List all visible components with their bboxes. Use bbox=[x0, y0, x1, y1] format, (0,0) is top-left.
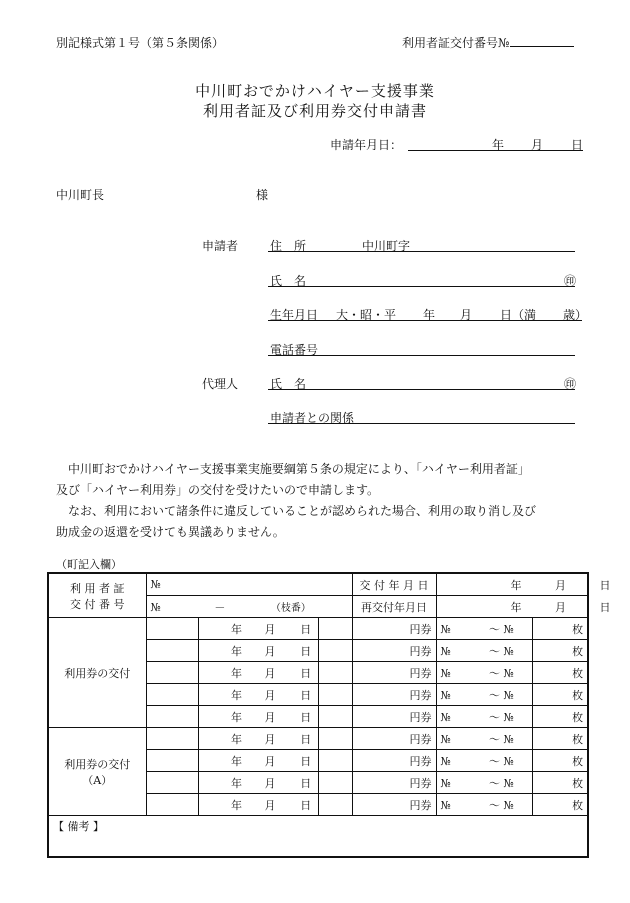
card-number-field[interactable] bbox=[510, 46, 574, 47]
row-no-mark: № bbox=[440, 710, 451, 724]
row-yen-ticket: 円券 bbox=[352, 728, 436, 750]
card-number-text: 利用者証交付番号 bbox=[402, 36, 499, 50]
ticket-issue-a-label-cell bbox=[48, 728, 146, 816]
row-tilde-no: ～ № bbox=[488, 622, 514, 636]
card-number-value-cell[interactable] bbox=[146, 573, 352, 596]
ticket-issue-a-label-2: （A） bbox=[82, 773, 113, 787]
row-sheets: 枚 bbox=[532, 750, 588, 772]
row-month: 月 bbox=[246, 706, 294, 728]
row-amount-cell[interactable] bbox=[318, 728, 352, 750]
application-date-day: 日 bbox=[571, 138, 584, 152]
application-date-year: 年 bbox=[492, 138, 505, 152]
office-use-label: （町記入欄） bbox=[56, 558, 122, 571]
row-month: 月 bbox=[246, 640, 294, 662]
row-day: 日 bbox=[294, 728, 318, 750]
remarks-cell[interactable] bbox=[48, 816, 588, 858]
row-blank-cell[interactable] bbox=[146, 794, 198, 816]
branch-number-cell[interactable] bbox=[146, 596, 352, 618]
row-day: 日 bbox=[294, 750, 318, 772]
row-yen-ticket: 円券 bbox=[352, 640, 436, 662]
applicant-birth-day-age: 日（満 bbox=[500, 308, 537, 322]
row-yen-ticket: 円券 bbox=[352, 684, 436, 706]
applicant-phone-field[interactable] bbox=[268, 355, 575, 356]
issue-month: 月 bbox=[555, 578, 567, 592]
row-month: 月 bbox=[246, 728, 294, 750]
row-year: 年 bbox=[198, 706, 246, 728]
row-day: 日 bbox=[294, 640, 318, 662]
row-year: 年 bbox=[198, 772, 246, 794]
application-date-month: 月 bbox=[531, 138, 544, 152]
applicant-era-options[interactable]: 大・昭・平 bbox=[336, 308, 397, 322]
office-use-table bbox=[47, 572, 611, 858]
addressee-honorific: 様 bbox=[256, 188, 269, 202]
document-title-line1: 中川町おでかけハイヤー支援事業 bbox=[195, 82, 435, 100]
branch-dash: － bbox=[214, 600, 226, 614]
row-amount-cell[interactable] bbox=[318, 750, 352, 772]
applicant-birth-field[interactable] bbox=[268, 320, 582, 321]
row-year: 年 bbox=[198, 662, 246, 684]
row-amount-cell[interactable] bbox=[318, 662, 352, 684]
row-ticket-range[interactable] bbox=[436, 618, 532, 640]
row-no-mark: № bbox=[440, 798, 451, 812]
ticket-issue-a-label-1: 利用券の交付 bbox=[64, 757, 131, 771]
row-day: 日 bbox=[294, 618, 318, 640]
card-number-label-1: 利 用 者 証 bbox=[70, 581, 125, 595]
row-tilde-no: ～ № bbox=[488, 732, 514, 746]
row-no-mark: № bbox=[440, 732, 451, 746]
row-yen-ticket: 円券 bbox=[352, 772, 436, 794]
ticket-issue-a-row bbox=[48, 728, 588, 750]
card-no-mark: № bbox=[150, 578, 161, 591]
row-yen-ticket: 円券 bbox=[352, 750, 436, 772]
row-year: 年 bbox=[198, 794, 246, 816]
row-amount-cell[interactable] bbox=[318, 618, 352, 640]
ticket-issue-label-cell bbox=[48, 618, 146, 728]
row-ticket-range[interactable] bbox=[436, 728, 532, 750]
row-tilde-no: ～ № bbox=[488, 776, 514, 790]
card-number-no-mark: № bbox=[498, 36, 510, 50]
row-yen-ticket: 円券 bbox=[352, 618, 436, 640]
row-year: 年 bbox=[198, 684, 246, 706]
row-year: 年 bbox=[198, 618, 246, 640]
applicant-address-field[interactable] bbox=[268, 251, 575, 252]
row-sheets: 枚 bbox=[532, 640, 588, 662]
row-year: 年 bbox=[198, 750, 246, 772]
row-yen-ticket: 円券 bbox=[352, 794, 436, 816]
row-no-mark: № bbox=[440, 754, 451, 768]
row-ticket-range[interactable] bbox=[436, 794, 532, 816]
row-sheets: 枚 bbox=[532, 662, 588, 684]
row-tilde-no: ～ № bbox=[488, 666, 514, 680]
row-amount-cell[interactable] bbox=[318, 772, 352, 794]
row-amount-cell[interactable] bbox=[318, 706, 352, 728]
row-tilde-no: ～ № bbox=[488, 644, 514, 658]
row-blank-cell[interactable] bbox=[146, 618, 198, 640]
row-tilde-no: ～ № bbox=[488, 798, 514, 812]
row-year: 年 bbox=[198, 640, 246, 662]
row-day: 日 bbox=[294, 706, 318, 728]
row-blank-cell[interactable] bbox=[146, 662, 198, 684]
row-tilde-no: ～ № bbox=[488, 710, 514, 724]
applicant-birth-label: 生年月日 bbox=[270, 308, 319, 322]
remarks-label: 【 備考 】 bbox=[53, 820, 104, 833]
row-ticket-range[interactable] bbox=[436, 684, 532, 706]
row-month: 月 bbox=[246, 618, 294, 640]
row-day: 日 bbox=[294, 794, 318, 816]
reissue-date-label: 再交付年月日 bbox=[352, 596, 436, 618]
issue-day: 日 bbox=[599, 578, 611, 592]
row-blank-cell[interactable] bbox=[146, 750, 198, 772]
body-para2-line2: 助成金の返還を受けても異議ありません。 bbox=[56, 525, 285, 539]
row-amount-cell[interactable] bbox=[318, 640, 352, 662]
addressee-name: 中川町長 bbox=[56, 188, 105, 202]
issue-date-value[interactable] bbox=[436, 573, 611, 596]
applicant-name-field[interactable] bbox=[268, 286, 575, 287]
body-para1-line1: 中川町おでかけハイヤー支援事業実施要綱第５条の規定により、「ハイヤー利用者証」 bbox=[68, 462, 530, 476]
row-sheets: 枚 bbox=[532, 684, 588, 706]
applicant-name-label: 氏 名 bbox=[270, 274, 307, 288]
row-year: 年 bbox=[198, 728, 246, 750]
row-sheets: 枚 bbox=[532, 794, 588, 816]
reissue-month: 月 bbox=[555, 600, 567, 614]
row-day: 日 bbox=[294, 684, 318, 706]
applicant-address-value: 中川町字 bbox=[362, 239, 411, 253]
reissue-year: 年 bbox=[510, 600, 522, 614]
body-para1-line2: 及び「ハイヤー利用券」の交付を受けたいので申請します。 bbox=[56, 483, 380, 497]
issue-year: 年 bbox=[510, 578, 522, 592]
document-title-line2: 利用者証及び利用券交付申請書 bbox=[202, 102, 427, 120]
row-amount-cell[interactable] bbox=[318, 794, 352, 816]
card-number-label-2: 交 付 番 号 bbox=[70, 597, 125, 611]
row-ticket-range[interactable] bbox=[436, 772, 532, 794]
form-id-label: 別記様式第１号（第５条関係） bbox=[56, 36, 225, 50]
application-date-label: 申請年月日： bbox=[330, 138, 403, 152]
row-no-mark: № bbox=[440, 688, 451, 702]
row-day: 日 bbox=[294, 662, 318, 684]
applicant-address-label: 住 所 bbox=[270, 239, 307, 253]
applicant-birth-month: 月 bbox=[460, 308, 473, 322]
row-yen-ticket: 円券 bbox=[352, 662, 436, 684]
card-number-label bbox=[402, 34, 509, 51]
row-no-mark: № bbox=[440, 622, 451, 636]
agent-label: 代理人 bbox=[202, 377, 239, 391]
agent-name-label: 氏 名 bbox=[270, 377, 307, 391]
agent-seal-mark: ㊞ bbox=[564, 377, 577, 391]
row-day: 日 bbox=[294, 772, 318, 794]
ticket-issue-label-1: 利用券の交付 bbox=[64, 666, 131, 680]
row-blank-cell[interactable] bbox=[146, 684, 198, 706]
applicant-label: 申請者 bbox=[202, 239, 239, 253]
agent-relation-label: 申請者との関係 bbox=[270, 411, 355, 425]
row-tilde-no: ～ № bbox=[488, 754, 514, 768]
row-no-mark: № bbox=[440, 644, 451, 658]
row-blank-cell[interactable] bbox=[146, 706, 198, 728]
reissue-day: 日 bbox=[599, 600, 611, 614]
row-yen-ticket: 円券 bbox=[352, 706, 436, 728]
row-month: 月 bbox=[246, 684, 294, 706]
applicant-phone-label: 電話番号 bbox=[270, 343, 319, 357]
row-month: 月 bbox=[246, 750, 294, 772]
row-month: 月 bbox=[246, 794, 294, 816]
ticket-issue-row bbox=[48, 618, 588, 640]
agent-relation-field[interactable] bbox=[268, 423, 575, 424]
reissue-date-value[interactable] bbox=[436, 596, 611, 618]
body-para2-line1: なお、利用において諸条件に違反していることが認められた場合、利用の取り消し及び bbox=[68, 504, 537, 518]
row-sheets: 枚 bbox=[532, 728, 588, 750]
row-sheets: 枚 bbox=[532, 618, 588, 640]
applicant-age-unit: 歳） bbox=[563, 308, 588, 322]
row-blank-cell[interactable] bbox=[146, 640, 198, 662]
row-blank-cell[interactable] bbox=[146, 728, 198, 750]
row-ticket-range[interactable] bbox=[436, 662, 532, 684]
row-no-mark: № bbox=[440, 666, 451, 680]
issue-date-label: 交 付 年 月 日 bbox=[352, 573, 436, 596]
agent-name-field[interactable] bbox=[268, 389, 575, 390]
applicant-seal-mark: ㊞ bbox=[564, 274, 577, 288]
row-ticket-range[interactable] bbox=[436, 640, 532, 662]
branch-no-mark: № bbox=[150, 600, 161, 614]
row-tilde-no: ～ № bbox=[488, 688, 514, 702]
row-sheets: 枚 bbox=[532, 772, 588, 794]
row-amount-cell[interactable] bbox=[318, 684, 352, 706]
row-month: 月 bbox=[246, 772, 294, 794]
row-month: 月 bbox=[246, 662, 294, 684]
row-ticket-range[interactable] bbox=[436, 706, 532, 728]
branch-label: （枝番） bbox=[270, 602, 311, 614]
applicant-birth-year: 年 bbox=[423, 308, 436, 322]
card-number-cell bbox=[48, 573, 146, 618]
row-no-mark: № bbox=[440, 776, 451, 790]
row-ticket-range[interactable] bbox=[436, 750, 532, 772]
row-blank-cell[interactable] bbox=[146, 772, 198, 794]
row-sheets: 枚 bbox=[532, 706, 588, 728]
